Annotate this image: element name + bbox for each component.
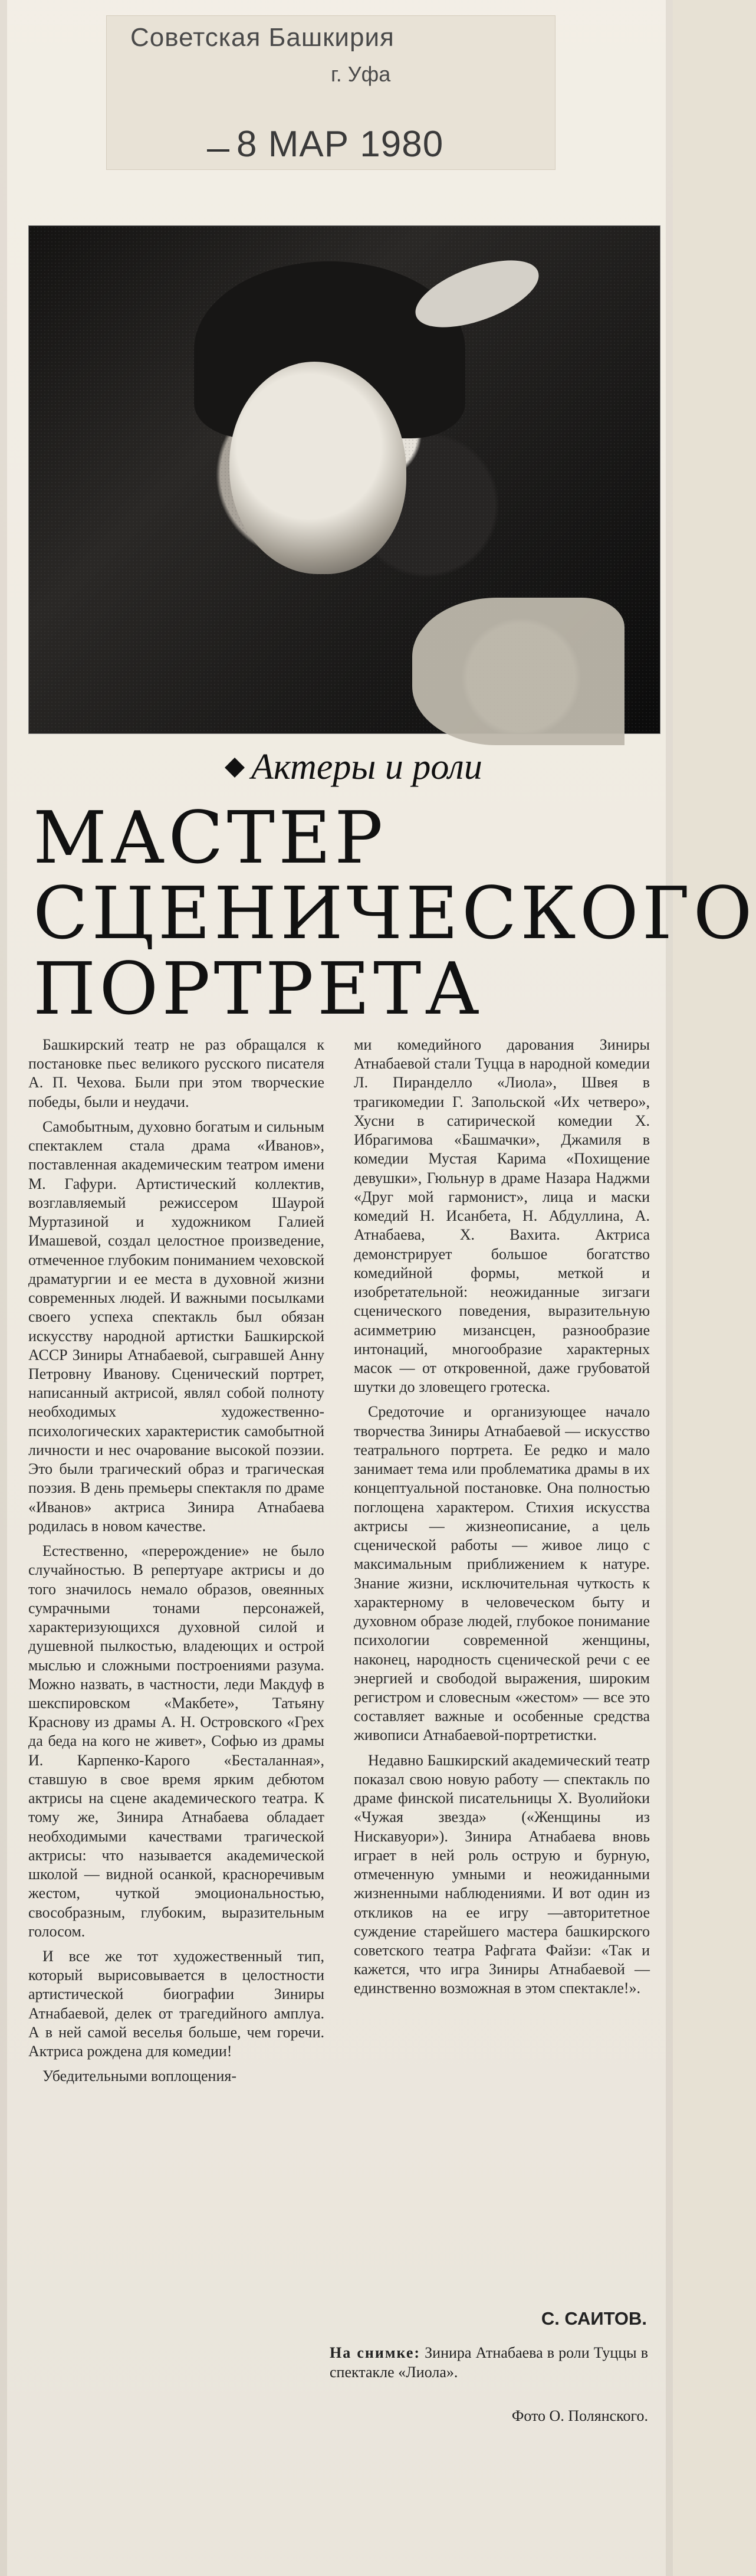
right-column <box>354 1035 650 2286</box>
article-paragraph: ми комедийного дарования Зиниры Атнабаевой стали Туцца в народной комедии Л. Пиранделло «Лиола», Швея в трагикомедии Г. Запольской «Их четверо», Хусни в сатирической комедии Х. Ибрагимова «Башмачки», Джамиля в комедии Мустая Карима «Похищение девушки», Гюльнур в драме Назара Наджми «Друг мой гармонист», лица и маски комедий Н. Исанбета, Н. Абдуллина, А. Атнабаева, Х. Вахита. Актриса демонстрирует большое богатство комедийной формы, меткой и изобретательной: неожиданные зигзаги сценического поведения, выразительную асимметрию мизансцен, разнообразие интонаций, многообразие характерных масок — от откровенной, даже грубоватой шутки до зловещего гротеска. <box>354 1036 650 1396</box>
article-paragraph: Недавно Башкирский академический театр показал свою новую работу — спектакль по драме финской писательницы Х. Вуолийоки «Чужая звезда» («Женщины из Нискавуори»). Зинира Атнабаева вновь играет в ней роль острую и бурную, отмеченную умными и неожиданными жизненными наблюдениями. И вот один из откликов на ее игру —авторитетное суждение старейшего мастера башкирского советского театра Рафгата Файзи: «Так и кажется, что игра Зиниры Атнабаевой — единственно возможная в этом спектакле!». <box>354 1751 650 1997</box>
newspaper-city: г. Уфа <box>331 62 391 86</box>
publication-date: 8 МАР 1980 <box>236 124 444 165</box>
caption-text: Зинира Атнабаева в роли Туццы в спектакле «Лиола». <box>330 2344 648 2381</box>
masthead <box>106 15 556 170</box>
headline-line: МАСТЕР <box>33 796 387 880</box>
article-paragraph: Башкирский театр не раз обращался к постановке пьес великого русского писателя А. П. Чехова. Были при этом творческие победы, были и неудачи. <box>28 1036 324 1110</box>
photo-credit: Фото О. Полянского. <box>511 2407 648 2424</box>
diamond-icon <box>225 758 245 778</box>
article-paragraph: Средоточие и организующее начало творчества Зиниры Атнабаевой — искусство театрального портрета. Ее редко и мало занимает тема или проблематика драмы в их концептуальной постановке. Она полностью поглощена характером. Стихия искусства актрисы — жизнеописание, а цель сценической работы — живое лицо с максимальным приближением к натуре. Знание жизни, исключительная чуткость к характерному в человеческом быту и духовном образе людей, глубокое понимание психологии современной женщины, наконец, народность сценической речи с ее энергией и свободой выражения, широким регистром и словесным «жестом» — все это составляет важные и особенные средства живописи Атнабаевой-портретистки. <box>354 1403 650 1744</box>
headline-line: ПОРТРЕТА <box>33 947 483 1031</box>
actress-photo <box>28 225 660 734</box>
date-mark <box>207 149 229 152</box>
article-body <box>28 1035 650 2286</box>
article-headline <box>33 796 756 1031</box>
article-paragraph: Самобытным, духовно богатым и сильным спектаклем стала драма «Иванов», поставленная академическим театром имени М. Гафури. Артистический коллектив, возглавляемый режиссером Шаурой Муртазиной и художником Галией Имашевой, создал целостное произведение, отмеченное глубоким пониманием чеховской драматургии и ее места в духовной жизни современных людей. И важными посылками своего успеха спектакль был обязан искусству народной артистки Башкирской АССР Зиниры Атнабаевой, сыгравшей Анну Петровну Иванову. Сценический портрет, написанный актрисой, являл собой полноту необходимых художественно-психологических характеристик самобытной личности и нес очарование высокой поэзии. Это были трагический образ и трагическая поэзия. В день премьеры спектакля по драме «Иванов» актриса Зинира Атнабаева родилась в новом качестве. <box>28 1117 324 1535</box>
photo-caption <box>330 2344 648 2382</box>
caption-label: На снимке: <box>330 2344 421 2361</box>
article-paragraph: И все же тот художественный тип, который вырисовывается в целостности артистической биографии Зиниры Атнабаевой, делек от трагедийного амплуа. А в ней самой веселья больше, чем горечи. Актриса рождена для комедии! <box>28 1948 324 2060</box>
photo-costume <box>412 598 624 745</box>
article-paragraph: Естественно, «перерождение» не было случайностью. В репертуаре актрисы и до того значилось немало образов, овеянных сумрачными тонами персонажей, характеризующихся духовной силой и душевной пылкостью, владеющих и острой мыслью и сложными построениями разума. Можно назвать, в частности, леди Макдуф в шекспировском «Макбете», Татьяну Краснову из драмы А. Н. Островского «Грех да беда на кого не живет», Софью из драмы И. Карпенко-Карого «Бесталанная», ставшую в свое время ярким дебютом актрисы на сцене академического театра. К тому же, Зинира Атнабаева обладает необходимыми качествами трагической актрисы: что называется академической школой — видной осанкой, красноречивым жестом, чуткой эмоциональностью, свособразным, глубоким, выразительным голосом. <box>28 1542 324 1940</box>
right-edge <box>666 0 673 2576</box>
article-paragraph: Убедительными воплощения- <box>42 2067 236 2085</box>
headline-line: СЦЕНИЧЕСКОГО <box>33 871 756 956</box>
rubric-label: Актеры и роли <box>251 747 482 787</box>
left-column <box>28 1035 324 2286</box>
rubric <box>228 746 482 788</box>
left-edge <box>0 0 7 2576</box>
newspaper-title: Советская Башкирия <box>130 23 395 52</box>
author-signature: С. САИТОВ. <box>541 2308 647 2329</box>
